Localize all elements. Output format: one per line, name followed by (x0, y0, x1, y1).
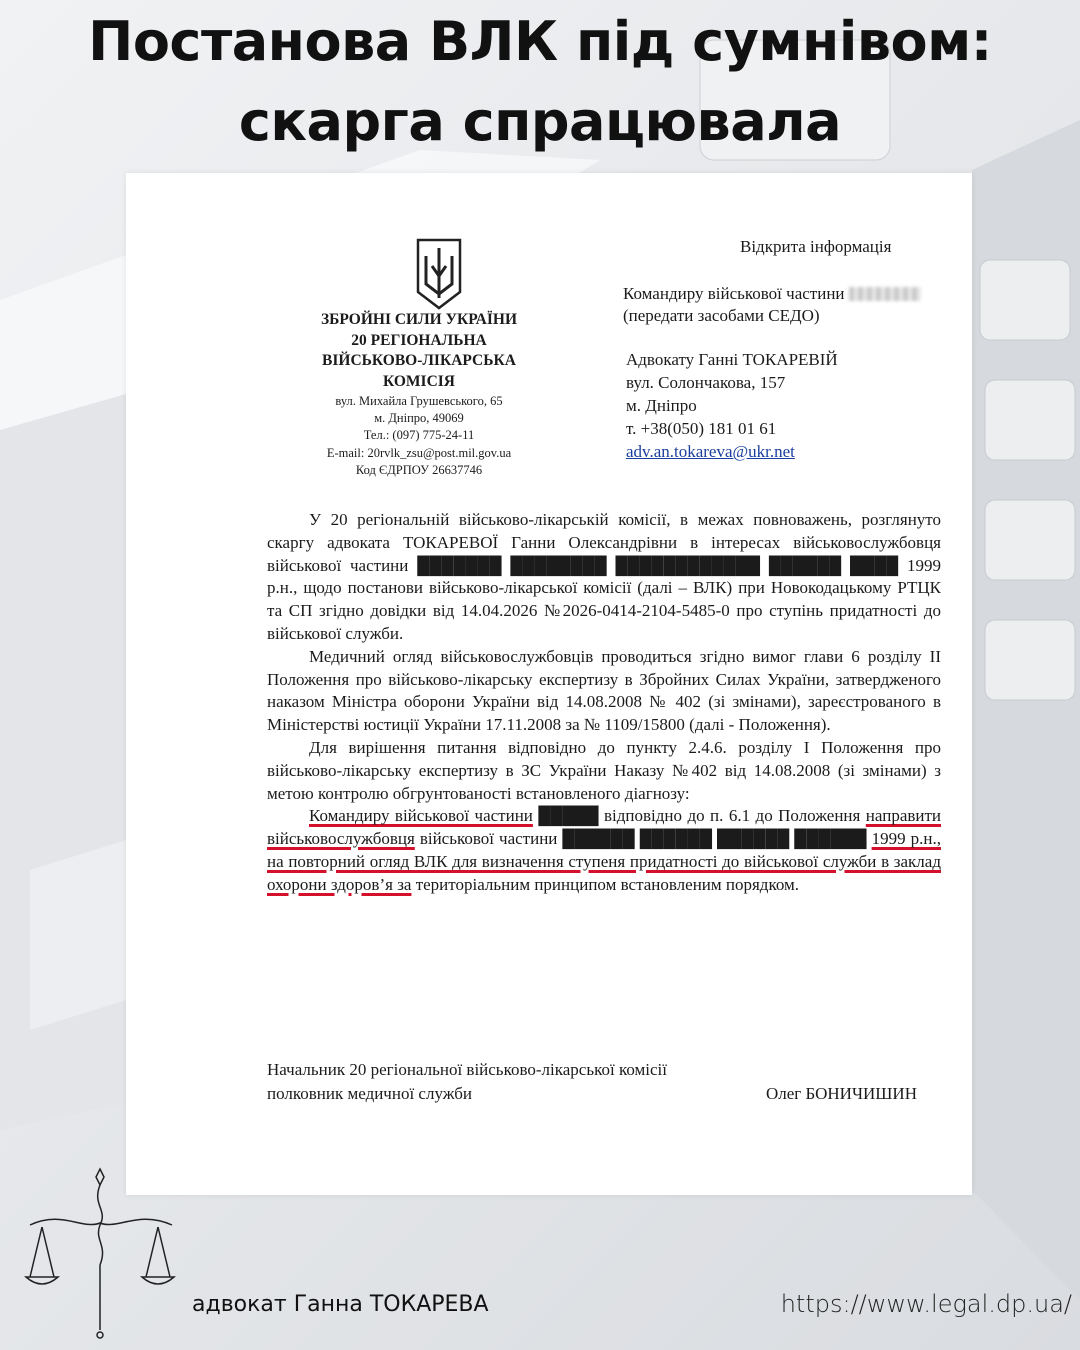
org-name-line: ЗБРОЙНІ СИЛИ УКРАЇНИ (320, 311, 518, 328)
letter-body (267, 509, 941, 897)
footer-website-link[interactable]: https://www.legal.dp.ua/ (780, 1290, 1072, 1318)
organization-block (296, 310, 542, 479)
scales-of-justice-logo-icon (22, 1165, 182, 1340)
org-phone: Тел.: (097) 775-24-11 (363, 428, 475, 443)
signature-title: Начальник 20 регіональної військово-лікарської комісії (267, 1060, 667, 1079)
recipient-block (623, 283, 921, 327)
lawyer-street: вул. Солончакова, 157 (626, 373, 786, 392)
org-name-line: КОМІСІЯ (383, 372, 455, 390)
paragraph-2: Медичний огляд військовослужбовців проводиться згідно вимог глави 6 розділу II Положення про військово-лікарську експертизу в Збройних Силах України, затвердженого наказом Міністра оборони України від 14.08.2008 № 402 (зі змінами), зареєстрованого в Міністерстві юстиції України 17.11.2008 за № 1109/15800 (далі - Положення). (267, 646, 941, 735)
org-address-line: вул. Михайла Грушевського, 65 (335, 394, 503, 408)
org-edrpou: Код ЄДРПОУ 26637746 (355, 462, 483, 477)
recipient-line-2: (передати засобами СЕДО) (623, 306, 820, 325)
trident-emblem-icon (414, 236, 464, 311)
open-info-label: Відкрита інформація (740, 237, 892, 256)
headline-line-1: Постанова ВЛК під сумнівом: (88, 10, 992, 73)
recipient-line-1: Командиру військової частини (623, 284, 845, 303)
org-email: E-mail: 20rvlk_zsu@post.mil.gov.ua (326, 445, 512, 460)
footer-lawyer-name: адвокат Ганна ТОКАРЕВА (192, 1292, 489, 1317)
paragraph-3: Для вирішення питання відповідно до пункту 2.4.6. розділу І Положення про військово-лікарську експертизу в ЗС України Наказу №402 від 14.08.2008 (зі змінами) з метою контролю обгрунтованості встановленого діагнозу: (267, 737, 941, 803)
paragraph-1: У 20 регіональній військово-лікарській комісії, в межах повноважень, розглянуто скаргу адвоката ТОКАРЕВОЇ Ганни Олександрівни в інтересах військовослужбовця військової частини ███████ ████████ ████████████ ██████ ████ 1999 р.н., щодо постанови військово-лікарської комісії (далі – ВЛК) при Новокодацькому РТЦК та СП згідно довідки від 14.04.2026 №2026-0414-2104-5485-0 про ступінь придатності до військової служби. (267, 510, 941, 643)
org-name-line: 20 РЕГІОНАЛЬНА (351, 331, 487, 349)
redacted-unit-number (849, 287, 921, 301)
lawyer-email-link[interactable]: adv.an.tokareva@ukr.net (626, 442, 795, 461)
signature-position: полковник медичної служби (267, 1084, 473, 1103)
headline (0, 2, 1080, 162)
paragraph-4: Командиру військової частини █████ відповідно до п. 6.1 до Положення направити військовослужбовця військової частини ██████ ██████ ██████ ██████ 1999 р.н., на повторний огляд ВЛК для визначення ступеня придатності до військової служби в заклад охорони здоров’я за територіальним принципом встановленим порядком. (267, 806, 942, 894)
org-name-line: ВІЙСЬКОВО-ЛІКАРСЬКА (322, 352, 516, 369)
official-letter (126, 173, 972, 1195)
signature-name: Олег БОНИЧИШИН (765, 1084, 917, 1103)
headline-line-2: скарга спрацювала (238, 90, 842, 153)
signature-block (267, 1058, 917, 1106)
org-address-line: м. Дніпро, 49069 (374, 411, 464, 426)
highlight-commander: Командиру військової частини (309, 806, 533, 826)
highlight-direct-serviceman: направити військовослужбовця (267, 806, 942, 849)
highlight-reexamination: 1999 р.н., на повторний огляд ВЛК для визначення ступеня придатності до військової служби в заклад охорони здоров’я за (267, 829, 941, 894)
lawyer-name: Адвокату Ганні ТОКАРЕВІЙ (626, 350, 838, 369)
lawyer-address-block (626, 348, 838, 463)
lawyer-city: м. Дніпро (626, 396, 697, 415)
lawyer-phone: т. +38(050) 181 01 61 (626, 419, 777, 438)
